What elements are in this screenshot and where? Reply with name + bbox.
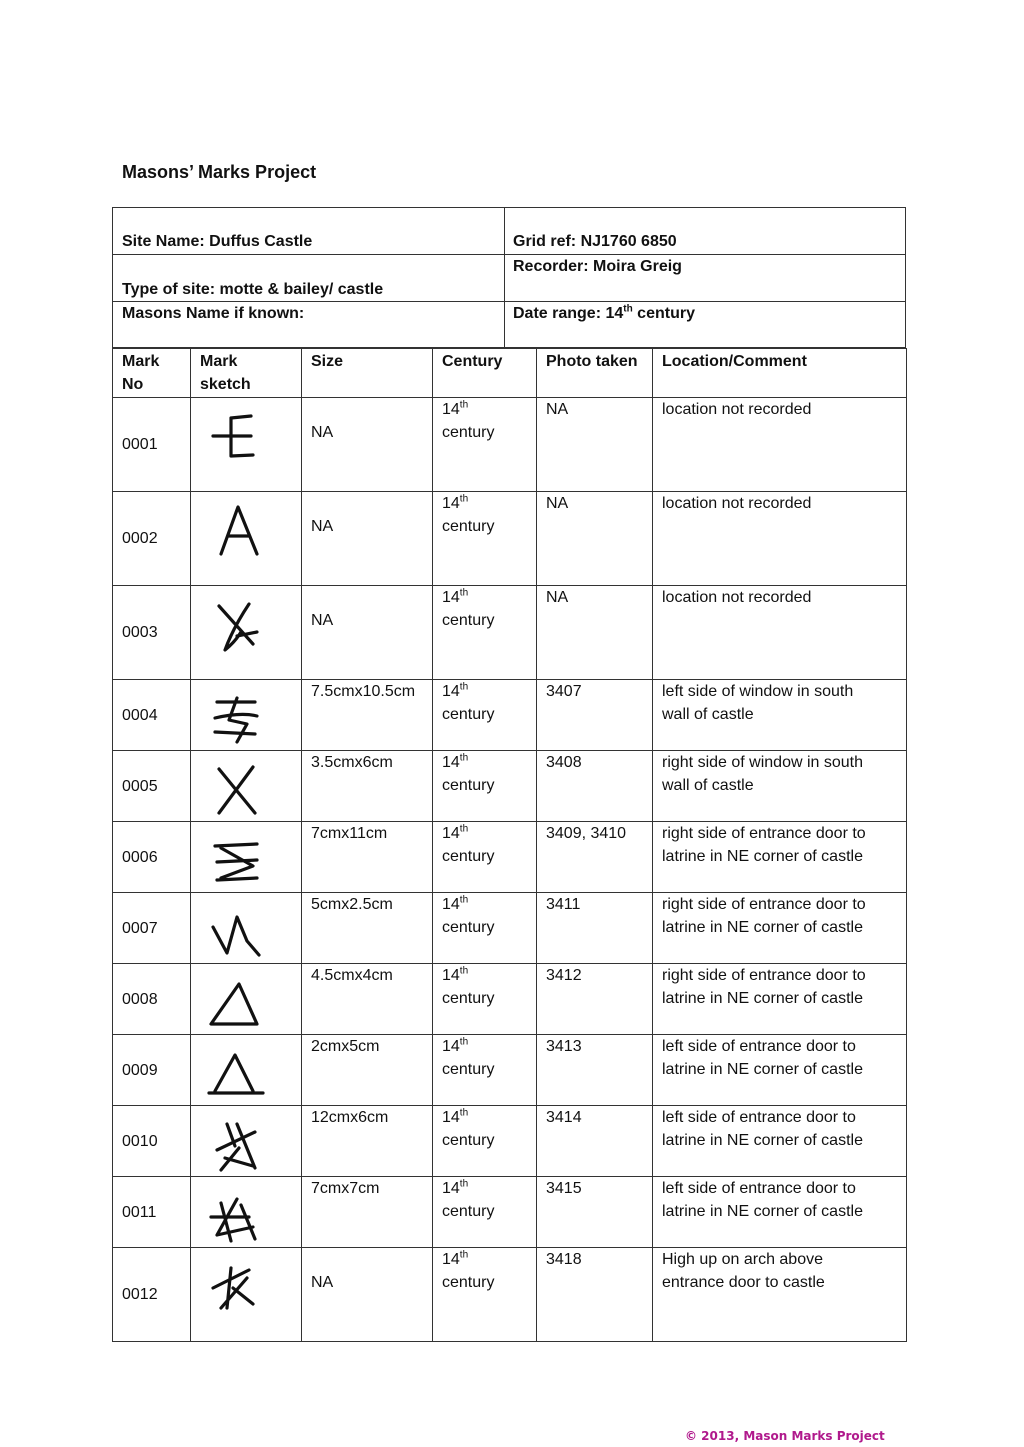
mark-no: 0006 (113, 822, 191, 893)
mark-no: 0003 (113, 586, 191, 680)
photo-taken: NA (537, 586, 653, 680)
mark-century: 14th century (433, 680, 537, 751)
site-info-box (112, 207, 906, 348)
location-comment: left side of entrance door to latrine in NE corner of castle (653, 1035, 907, 1106)
photo-taken: 3412 (537, 964, 653, 1035)
location-comment: location not recorded (653, 586, 907, 680)
col-size: Size (302, 349, 433, 398)
location-comment: left side of window in south wall of castle (653, 680, 907, 751)
mark-size: NA (302, 586, 433, 680)
photo-taken: 3408 (537, 751, 653, 822)
marks-table (112, 348, 907, 1342)
photo-taken: 3415 (537, 1177, 653, 1248)
col-mark-sketch: Mark sketch (191, 349, 302, 398)
mark-no: 0002 (113, 492, 191, 586)
triangle-mark-icon (191, 964, 281, 1034)
table-row (113, 398, 907, 492)
mark-size: 7cmx7cm (302, 1177, 433, 1248)
mark-sketch (191, 1106, 302, 1177)
mark-no: 0007 (113, 893, 191, 964)
photo-taken: 3407 (537, 680, 653, 751)
mark-no: 0005 (113, 751, 191, 822)
site-name: Site Name: Duffus Castle (122, 233, 313, 250)
table-row (113, 822, 907, 893)
date-range: Date range: 14th century (513, 303, 695, 322)
mark-century: 14th century (433, 492, 537, 586)
mark-sketch (191, 492, 302, 586)
header-line (113, 254, 504, 255)
zigzag-cross-mark-icon (191, 1106, 281, 1176)
mark-century: 14th century (433, 1177, 537, 1248)
table-row (113, 1035, 907, 1106)
col-photo-taken: Photo taken (537, 349, 653, 398)
table-row (113, 680, 907, 751)
location-comment: location not recorded (653, 492, 907, 586)
mark-century: 14th century (433, 751, 537, 822)
mark-size: 5cmx2.5cm (302, 893, 433, 964)
location-comment: right side of entrance door to latrine in NE corner of castle (653, 893, 907, 964)
mark-century: 14th century (433, 893, 537, 964)
mark-sketch (191, 586, 302, 680)
mark-century: 14th century (433, 398, 537, 492)
triple-bar-mark-icon (191, 822, 281, 892)
mark-sketch (191, 751, 302, 822)
site-type: Type of site: motte & bailey/ castle (122, 281, 384, 298)
mark-sketch (191, 1248, 302, 1342)
A-mark-icon (191, 492, 281, 562)
mark-size: NA (302, 492, 433, 586)
mark-size: NA (302, 1248, 433, 1342)
mark-sketch (191, 1177, 302, 1248)
photo-taken: NA (537, 398, 653, 492)
location-comment: left side of entrance door to latrine in NE corner of castle (653, 1177, 907, 1248)
col-mark-no: Mark No (113, 349, 191, 398)
photo-taken: 3409, 3410 (537, 822, 653, 893)
cross-E-mark-icon (191, 398, 281, 468)
table-row (113, 1248, 907, 1342)
table-row (113, 964, 907, 1035)
table-row (113, 492, 907, 586)
table-row (113, 1106, 907, 1177)
mark-sketch (191, 680, 302, 751)
mark-size: 3.5cmx6cm (302, 751, 433, 822)
mark-century: 14th century (433, 586, 537, 680)
header-line (113, 301, 905, 302)
lightning-lines-mark-icon (191, 680, 281, 750)
masons-name: Masons Name if known: (122, 305, 305, 322)
X-mark-icon (191, 751, 281, 821)
photo-taken: NA (537, 492, 653, 586)
table-row (113, 751, 907, 822)
location-comment: left side of entrance door to latrine in NE corner of castle (653, 1106, 907, 1177)
mark-century: 14th century (433, 822, 537, 893)
slash-zigzag-mark-icon (191, 1177, 281, 1247)
location-comment: right side of entrance door to latrine in NE corner of castle (653, 964, 907, 1035)
mark-sketch (191, 1035, 302, 1106)
header-divider (504, 208, 505, 347)
mark-sketch (191, 964, 302, 1035)
mark-sketch (191, 398, 302, 492)
photo-taken: 3411 (537, 893, 653, 964)
header-line (504, 254, 905, 255)
location-comment: right side of window in south wall of castle (653, 751, 907, 822)
photo-taken: 3413 (537, 1035, 653, 1106)
mark-no: 0008 (113, 964, 191, 1035)
page-title: Masons’ Marks Project (122, 162, 317, 182)
grid-ref: Grid ref: NJ1760 6850 (513, 233, 677, 250)
mark-century: 14th century (433, 1035, 537, 1106)
mark-size: 12cmx6cm (302, 1106, 433, 1177)
col-location-comment: Location/Comment (653, 349, 907, 398)
table-header-row (113, 349, 907, 398)
mark-no: 0012 (113, 1248, 191, 1342)
table-row (113, 893, 907, 964)
location-comment: right side of entrance door to latrine in NE corner of castle (653, 822, 907, 893)
V-zigzag-mark-icon (191, 893, 281, 963)
mark-sketch (191, 822, 302, 893)
mark-size: 7.5cmx10.5cm (302, 680, 433, 751)
col-century: Century (433, 349, 537, 398)
table-row (113, 1177, 907, 1248)
recorder: Recorder: Moira Greig (513, 258, 682, 275)
mark-no: 0010 (113, 1106, 191, 1177)
table-row (113, 586, 907, 680)
arrow-cross-mark-icon (191, 1248, 281, 1318)
mark-size: 7cmx11cm (302, 822, 433, 893)
mark-sketch (191, 893, 302, 964)
triangle-mark-2-icon (191, 1035, 281, 1105)
location-comment: High up on arch above entrance door to castle (653, 1248, 907, 1342)
mark-century: 14th century (433, 964, 537, 1035)
mark-size: 2cmx5cm (302, 1035, 433, 1106)
mark-size: 4.5cmx4cm (302, 964, 433, 1035)
mark-no: 0001 (113, 398, 191, 492)
mark-no: 0004 (113, 680, 191, 751)
crossed-X-mark-icon (191, 586, 281, 656)
mark-no: 0009 (113, 1035, 191, 1106)
mark-century: 14th century (433, 1106, 537, 1177)
location-comment: location not recorded (653, 398, 907, 492)
mark-no: 0011 (113, 1177, 191, 1248)
mark-century: 14th century (433, 1248, 537, 1342)
copyright-footer: © 2013, Mason Marks Project (685, 1429, 885, 1443)
mark-size: NA (302, 398, 433, 492)
photo-taken: 3414 (537, 1106, 653, 1177)
photo-taken: 3418 (537, 1248, 653, 1342)
